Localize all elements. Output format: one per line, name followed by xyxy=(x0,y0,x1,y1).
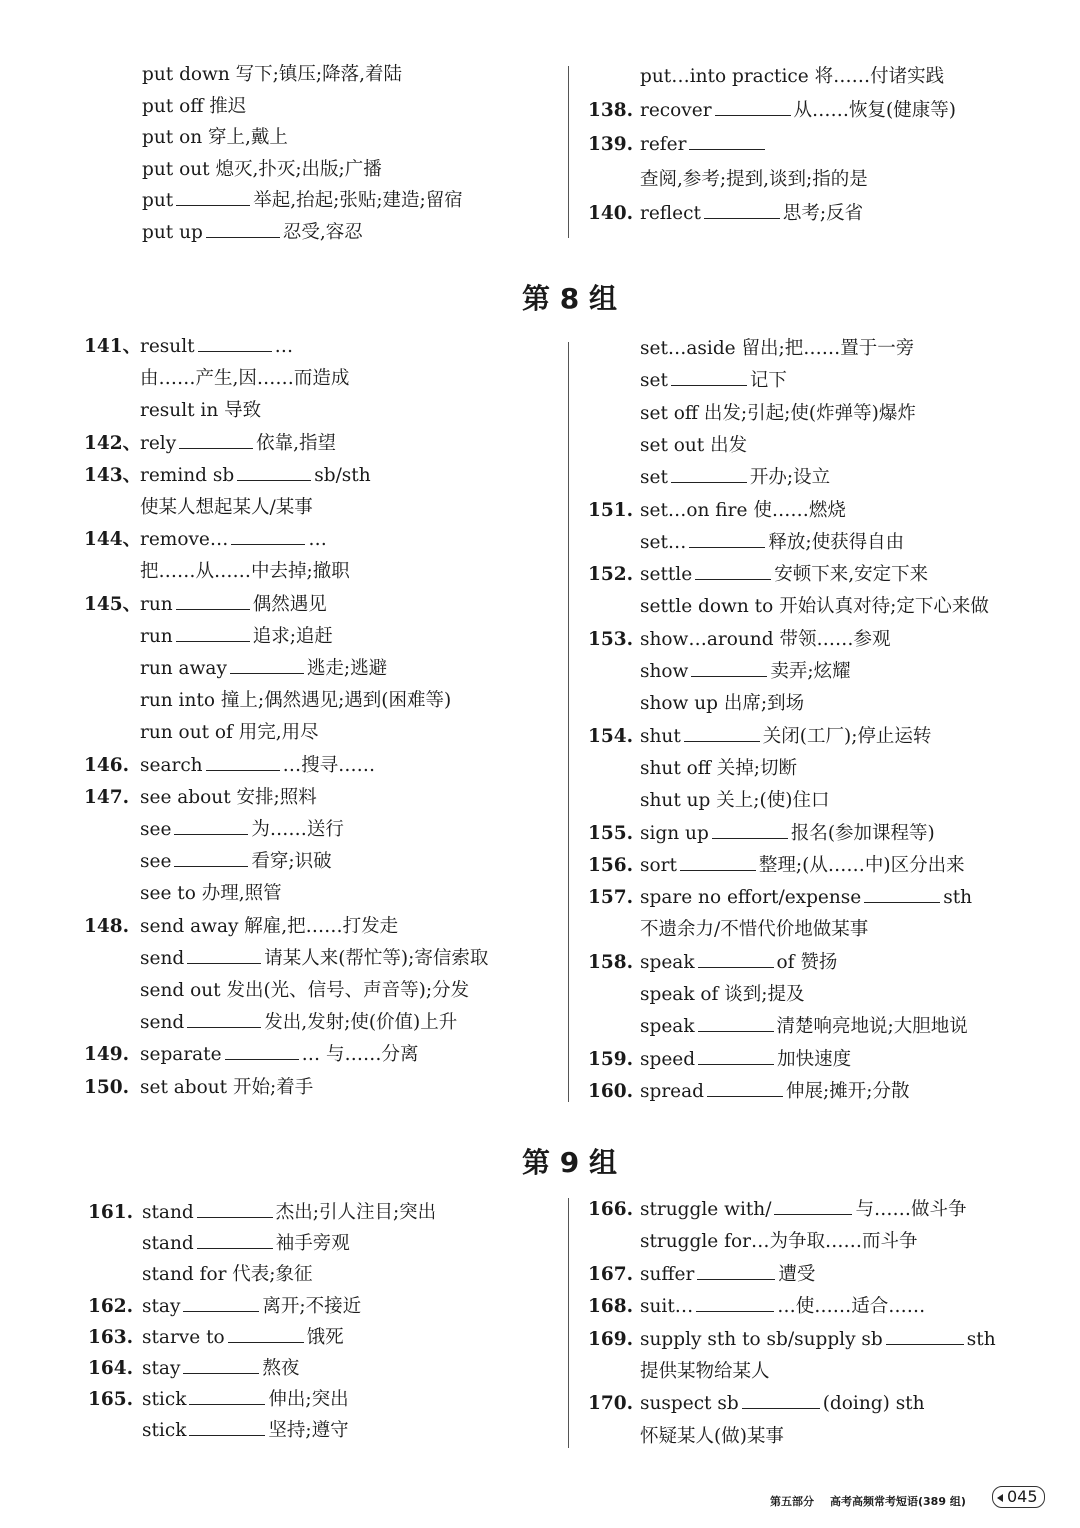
entry-meaning: … xyxy=(308,529,327,551)
entry-meaning: 发出,发射;使(价值)上升 xyxy=(264,1012,458,1034)
entry-number: 154. xyxy=(588,725,634,747)
entry-number: 163. xyxy=(88,1326,134,1348)
entry-phrase: see xyxy=(140,851,172,873)
entry-phrase: shut xyxy=(640,725,681,747)
entry-line xyxy=(640,465,830,491)
entry-meaning: 思考;反省 xyxy=(782,202,864,224)
fill-in-blank xyxy=(197,1247,273,1249)
entry-text: shut off 关掉;切断 xyxy=(640,757,798,779)
entry-line xyxy=(640,691,804,717)
fill-in-blank xyxy=(179,447,253,449)
entry-number: 140. xyxy=(588,202,634,224)
entry-line xyxy=(140,624,333,650)
entry-phrase: set xyxy=(640,370,668,392)
entry-meaning: 看穿;识破 xyxy=(251,851,332,873)
fill-in-blank xyxy=(198,350,272,352)
entry-meaning: … xyxy=(274,336,294,357)
group-8-title: 第 8 组 xyxy=(522,282,617,315)
entry-line xyxy=(640,821,935,847)
page-number: 045 xyxy=(992,1486,1045,1508)
entry-line xyxy=(140,592,327,618)
entry-phrase: recover xyxy=(640,100,712,122)
entry-line xyxy=(640,132,768,158)
fill-in-blank xyxy=(886,1343,964,1345)
entry-line xyxy=(640,433,747,459)
entry-text: set…aside 留出;把……置于一旁 xyxy=(640,338,915,359)
entry-line xyxy=(640,659,851,685)
entry-phrase: put xyxy=(142,190,174,211)
entry-phrase: struggle with/ xyxy=(640,1199,772,1220)
entry-line xyxy=(140,1010,457,1036)
entry-line xyxy=(640,64,944,90)
fill-in-blank xyxy=(176,204,250,206)
entry-number: 169. xyxy=(588,1328,634,1350)
entry-text: 由……产生,因……而造成 xyxy=(140,368,350,390)
fill-in-blank xyxy=(698,966,774,968)
fill-in-blank xyxy=(183,1372,259,1374)
entry-number: 138. xyxy=(588,100,634,122)
fill-in-blank xyxy=(715,114,791,116)
entry-number: 168. xyxy=(588,1296,634,1318)
entry-meaning: 忍受,容忍 xyxy=(282,221,363,243)
entry-line xyxy=(142,1200,436,1226)
entry-number: 164. xyxy=(88,1358,134,1379)
fill-in-blank xyxy=(230,672,304,674)
entry-line xyxy=(640,562,928,588)
entry-text: run into 撞上;偶然遇见;遇到(困难等) xyxy=(140,690,452,712)
entry-line xyxy=(140,914,398,940)
fill-in-blank xyxy=(231,543,305,545)
entry-number: 153. xyxy=(588,628,634,650)
entry-line xyxy=(640,1079,909,1105)
fill-in-blank xyxy=(189,1434,265,1436)
fill-in-blank xyxy=(697,1278,775,1280)
entry-line xyxy=(640,498,846,524)
entry-phrase: result xyxy=(140,336,195,357)
entry-number: 156. xyxy=(588,854,634,876)
entry-line xyxy=(142,94,246,120)
entry-line xyxy=(640,1262,815,1288)
entry-text: send out 发出(光、信号、声音等);分发 xyxy=(140,980,470,1001)
entry-text: put on 穿上,戴上 xyxy=(142,127,288,148)
entry-line xyxy=(640,201,863,227)
entry-meaning: 伸展;摊开;分散 xyxy=(786,1080,910,1102)
entry-line xyxy=(640,724,931,750)
entry-text: run out of 用完,用尽 xyxy=(140,722,319,744)
entry-phrase: send xyxy=(140,1012,185,1034)
fill-in-blank xyxy=(189,1403,265,1405)
entry-line xyxy=(140,431,336,457)
entry-number: 146. xyxy=(84,754,130,776)
entry-line xyxy=(140,656,387,682)
entry-line xyxy=(640,1047,851,1073)
entry-text: settle down to 开始认真对待;定下心来做 xyxy=(640,596,989,618)
entry-phrase: stick xyxy=(142,1420,187,1442)
entry-text: 使某人想起某人/某事 xyxy=(140,497,313,518)
entry-line xyxy=(140,817,344,843)
entry-text: shut up 关上;(使)住口 xyxy=(640,790,830,812)
entry-number: 145、 xyxy=(84,593,142,615)
entry-number: 144、 xyxy=(84,529,142,551)
footer-title: 高考高频常考短语(389 组) xyxy=(830,1495,966,1508)
entry-phrase: run xyxy=(140,625,173,647)
entry-phrase: put up xyxy=(142,221,203,243)
entry-line xyxy=(140,398,261,424)
fill-in-blank xyxy=(187,962,261,964)
entry-line xyxy=(640,368,787,394)
entry-phrase: remind sb xyxy=(140,464,235,486)
fill-in-blank xyxy=(695,578,771,580)
entry-meaning: 整理;(从……中)区分出来 xyxy=(758,854,965,876)
entry-text: speak of 谈到;提及 xyxy=(640,984,805,1005)
entry-meaning: sth xyxy=(943,887,973,909)
column-divider-group9 xyxy=(568,1198,569,1448)
entry-phrase: suit… xyxy=(640,1296,694,1318)
entry-line xyxy=(142,1294,361,1320)
entry-line xyxy=(142,1262,313,1288)
entry-phrase: set xyxy=(640,467,668,489)
entry-number: 162. xyxy=(88,1295,134,1317)
entry-phrase: show xyxy=(640,661,689,682)
entry-meaning: 追求;追赶 xyxy=(252,625,333,647)
entry-line xyxy=(640,788,829,814)
entry-meaning: 饿死 xyxy=(306,1326,344,1348)
entry-text: put…into practice 将……付诸实践 xyxy=(640,66,945,87)
entry-line xyxy=(640,167,868,193)
entry-line xyxy=(640,530,904,556)
entry-line xyxy=(142,125,288,151)
entry-number: 148. xyxy=(84,915,130,937)
entry-text: 查阅,参考;提到,谈到;指的是 xyxy=(640,168,868,190)
entry-text: show up 出席;到场 xyxy=(640,693,805,715)
fill-in-blank xyxy=(774,1213,852,1215)
entry-phrase: send xyxy=(140,947,185,969)
entry-phrase: supply sth to sb/supply sb xyxy=(640,1328,883,1350)
entry-phrase: suspect sb xyxy=(640,1393,739,1415)
fill-in-blank xyxy=(237,479,311,481)
entry-text: 把……从……中去掉;撤职 xyxy=(140,561,350,583)
entry-meaning: 逃走;逃避 xyxy=(306,658,388,679)
entry-phrase: speak xyxy=(640,1016,695,1038)
column-divider-top xyxy=(568,66,569,238)
fill-in-blank xyxy=(689,546,765,548)
entry-text: set…on fire 使……燃烧 xyxy=(640,499,846,521)
entry-text: show…around 带领……参观 xyxy=(640,628,891,650)
entry-meaning: 袖手旁观 xyxy=(275,1233,350,1255)
entry-number: 170. xyxy=(588,1393,634,1415)
entry-phrase: remove… xyxy=(140,529,229,551)
column-divider-group8 xyxy=(568,342,569,1102)
entry-phrase: settle xyxy=(640,564,693,586)
entry-text: result in 导致 xyxy=(140,400,262,422)
entry-phrase: refer xyxy=(640,134,687,156)
entry-line xyxy=(640,98,956,124)
fill-in-blank xyxy=(174,865,248,867)
entry-text: 提供某物给某人 xyxy=(640,1361,770,1382)
entry-line xyxy=(140,1075,313,1101)
entry-number: 141、 xyxy=(84,336,142,357)
entry-meaning: 请某人来(帮忙等);寄信索取 xyxy=(264,947,489,969)
entry-phrase: stand xyxy=(142,1233,194,1255)
entry-line xyxy=(142,1231,350,1257)
entry-text: see to 办理,照管 xyxy=(140,883,282,905)
entry-meaning: 伸出;突出 xyxy=(268,1389,349,1411)
fill-in-blank xyxy=(707,1095,783,1097)
entry-phrase: run xyxy=(140,593,173,615)
entry-meaning: 安顿下来,安定下来 xyxy=(774,564,929,586)
entry-line xyxy=(142,157,382,183)
entry-meaning: 关闭(工厂);停止运转 xyxy=(762,725,932,747)
entry-phrase: starve to xyxy=(142,1326,225,1348)
entry-meaning: 遭受 xyxy=(778,1263,816,1285)
fill-in-blank xyxy=(671,481,747,483)
entry-line xyxy=(640,853,965,879)
fill-in-blank xyxy=(225,1058,299,1060)
fill-in-blank xyxy=(704,217,780,219)
entry-line xyxy=(640,1294,925,1320)
entry-line xyxy=(640,336,914,362)
entry-phrase: sort xyxy=(640,854,677,876)
entry-number: 158. xyxy=(588,951,634,973)
entry-line xyxy=(640,756,797,782)
fill-in-blank xyxy=(698,1030,774,1032)
entry-meaning: …搜寻…… xyxy=(282,754,376,776)
entry-line xyxy=(142,1387,349,1413)
entry-line xyxy=(640,594,989,620)
fill-in-blank xyxy=(671,384,747,386)
entry-line xyxy=(142,1356,299,1382)
entry-line xyxy=(140,946,488,972)
entry-meaning: 杰出;引人注目;突出 xyxy=(275,1202,437,1223)
entry-number: 166. xyxy=(588,1199,634,1220)
entry-phrase: run away xyxy=(140,658,227,679)
entry-phrase: rely xyxy=(140,432,177,454)
entry-meaning: 依靠,指望 xyxy=(256,432,337,454)
entry-phrase: stick xyxy=(142,1389,187,1411)
entry-text: struggle for…为争取……而斗争 xyxy=(640,1231,918,1253)
entry-line xyxy=(140,881,282,907)
entry-meaning: 坚持;遵守 xyxy=(268,1420,349,1442)
entry-line xyxy=(640,885,972,911)
entry-line xyxy=(640,1197,966,1223)
fill-in-blank xyxy=(742,1407,820,1409)
entry-line xyxy=(140,978,469,1004)
entry-meaning: 加快速度 xyxy=(777,1048,852,1070)
fill-in-blank xyxy=(691,675,767,677)
entry-line xyxy=(140,463,371,489)
entry-line xyxy=(142,220,363,246)
entry-line xyxy=(640,950,837,976)
fill-in-blank xyxy=(698,1063,774,1065)
entry-text: set off 出发;引起;使(炸弹等)爆炸 xyxy=(640,402,916,424)
entry-number: 143、 xyxy=(84,464,142,486)
entry-line xyxy=(640,982,805,1008)
entry-line xyxy=(640,1424,784,1450)
entry-text: set out 出发 xyxy=(640,434,748,456)
footer-section: 第五部分 xyxy=(770,1495,814,1508)
entry-number: 159. xyxy=(588,1048,634,1070)
entry-number: 167. xyxy=(588,1263,634,1285)
entry-line xyxy=(140,720,319,746)
fill-in-blank xyxy=(684,740,760,742)
entry-text: put out 熄灭,扑灭;出版;广播 xyxy=(142,158,382,180)
entry-line xyxy=(640,1359,770,1385)
fill-in-blank xyxy=(187,1026,261,1028)
entry-line xyxy=(640,917,868,943)
entry-line xyxy=(140,849,332,875)
entry-phrase: reflect xyxy=(640,202,701,224)
entry-line xyxy=(140,495,313,521)
entry-line xyxy=(640,1014,968,1040)
entry-line xyxy=(140,334,293,360)
entry-text: set about 开始;着手 xyxy=(140,1076,314,1098)
fill-in-blank xyxy=(696,1310,774,1312)
entry-meaning: …使……适合…… xyxy=(777,1296,926,1318)
entry-meaning: 报名(参加课程等) xyxy=(790,822,935,844)
entry-number: 152. xyxy=(588,564,634,586)
entry-meaning: 记下 xyxy=(749,370,787,392)
fill-in-blank xyxy=(689,148,765,150)
fill-in-blank xyxy=(183,1310,259,1312)
entry-meaning: … 与……分离 xyxy=(301,1044,419,1066)
entry-meaning: 清楚响亮地说;大胆地说 xyxy=(776,1016,968,1038)
entry-line xyxy=(640,401,916,427)
fill-in-blank xyxy=(197,1216,273,1218)
entry-phrase: speed xyxy=(640,1048,696,1070)
entry-line xyxy=(140,785,317,811)
entry-number: 147. xyxy=(84,786,130,808)
entry-text: 怀疑某人(做)某事 xyxy=(640,1425,784,1447)
entry-meaning: 偶然遇见 xyxy=(252,593,327,615)
entry-line xyxy=(142,62,402,88)
entry-line xyxy=(142,188,463,214)
entry-text: 不遗余力/不惜代价地做某事 xyxy=(640,919,869,941)
entry-line xyxy=(140,559,350,585)
entry-number: 139. xyxy=(588,134,634,156)
entry-phrase: suffer xyxy=(640,1263,695,1285)
fill-in-blank xyxy=(712,837,788,839)
entry-number: 150. xyxy=(84,1076,130,1098)
entry-meaning: of 赞扬 xyxy=(776,951,838,973)
entry-line xyxy=(640,1229,917,1255)
entry-line xyxy=(140,527,327,553)
entry-text: send away 解雇,把……打发走 xyxy=(140,915,399,937)
entry-meaning: 与……做斗争 xyxy=(855,1199,967,1220)
entry-line xyxy=(140,688,451,714)
entry-meaning: 释放;使获得自由 xyxy=(768,531,905,553)
entry-phrase: separate xyxy=(140,1044,222,1066)
fill-in-blank xyxy=(228,1341,304,1343)
entry-line xyxy=(140,753,375,779)
entry-phrase: stand xyxy=(142,1202,194,1223)
entry-number: 157. xyxy=(588,887,634,909)
entry-line xyxy=(640,627,890,653)
entry-meaning: 卖弄;炫耀 xyxy=(770,661,851,682)
entry-phrase: see xyxy=(140,819,172,840)
entry-line xyxy=(142,1325,344,1351)
entry-phrase: search xyxy=(140,754,203,776)
entry-meaning: 从……恢复(健康等) xyxy=(793,100,956,122)
entry-line xyxy=(140,1042,418,1068)
entry-number: 161. xyxy=(88,1202,134,1223)
group-9-title: 第 9 组 xyxy=(522,1146,617,1179)
entry-meaning: 举起,抬起;张贴;建造;留宿 xyxy=(253,190,463,211)
entry-number: 151. xyxy=(588,499,634,521)
entry-number: 155. xyxy=(588,822,634,844)
entry-text: put down 写下;镇压;降落,着陆 xyxy=(142,64,403,85)
entry-meaning: 离开;不接近 xyxy=(262,1295,362,1317)
entry-number: 165. xyxy=(88,1389,134,1411)
entry-phrase: set… xyxy=(640,531,687,553)
entry-text: put off 推迟 xyxy=(142,95,247,117)
entry-phrase: sign up xyxy=(640,822,709,844)
entry-line xyxy=(142,1418,349,1444)
entry-phrase: spare no effort/expense xyxy=(640,887,862,909)
entry-number: 142、 xyxy=(84,432,142,454)
entry-number: 160. xyxy=(588,1080,634,1102)
fill-in-blank xyxy=(176,608,250,610)
entry-line xyxy=(640,1327,996,1353)
entry-number: 149. xyxy=(84,1044,130,1066)
entry-text: stand for 代表;象征 xyxy=(142,1264,313,1286)
entry-meaning: 熬夜 xyxy=(262,1358,300,1379)
entry-meaning: sth xyxy=(966,1328,996,1350)
entry-line xyxy=(140,366,349,392)
entry-meaning: 开办;设立 xyxy=(749,467,831,489)
fill-in-blank xyxy=(206,769,280,771)
fill-in-blank xyxy=(680,869,756,871)
entry-phrase: spread xyxy=(640,1080,705,1102)
fill-in-blank xyxy=(206,236,280,238)
fill-in-blank xyxy=(174,833,248,835)
entry-line xyxy=(640,1391,925,1417)
entry-meaning: 为……送行 xyxy=(251,819,344,840)
entry-phrase: stay xyxy=(142,1295,181,1317)
entry-meaning: sb/sth xyxy=(314,464,371,486)
fill-in-blank xyxy=(864,901,940,903)
fill-in-blank xyxy=(176,640,250,642)
entry-phrase: speak xyxy=(640,951,695,973)
entry-text: see about 安排;照料 xyxy=(140,786,317,808)
entry-phrase: stay xyxy=(142,1358,181,1379)
entry-meaning: (doing) sth xyxy=(822,1393,925,1415)
